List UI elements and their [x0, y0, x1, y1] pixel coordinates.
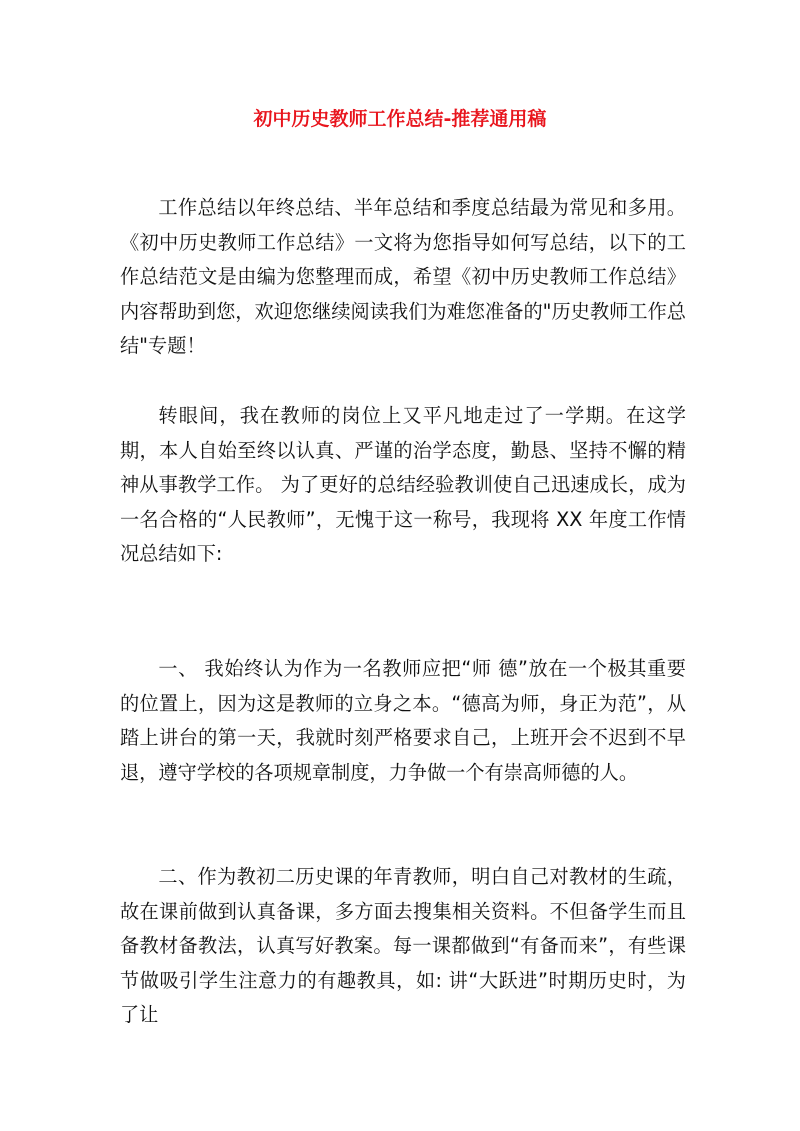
- paragraph-section-two: 二、作为教初二历史课的年青教师，明白自己对教材的生疏，故在课前做到认真备课，多方面去搜集相关资料。不但备学生而且备教材备教法，认真写好教案。每一课都做到“有备而来”，有些课节做吸引学生注意力的有趣教具，如: 讲“大跃进”时期历史时，为了让: [120, 865, 686, 1027]
- paragraph-overview: 转眼间，我在教师的岗位上又平凡地走过了一学期。在这学期，本人自始至终以认真、严谨的治学态度，勤恳、坚持不懈的精神从事教学工作。 为了更好的总结经验教训使自己迅速成长，成为一名合格的“人民教师”，无愧于这一称号，我现将 XX 年度工作情况总结如下:: [120, 404, 686, 566]
- paragraph-section-one: 一、 我始终认为作为一名教师应把“师 德”放在一个极其重要的位置上，因为这是教师的立身之本。“德高为师，身正为范”，从踏上讲台的第一天，我就时刻严格要求自己，上班开会不迟到不早退，遵守学校的各项规章制度，力争做一个有崇高师德的人。: [120, 657, 686, 784]
- document-title: 初中历史教师工作总结-推荐通用稿: [253, 108, 547, 130]
- paragraph-intro: 工作总结以年终总结、半年总结和季度总结最为常见和多用。《初中历史教师工作总结》一文将为您指导如何写总结，以下的工作总结范文是由编为您整理而成，希望《初中历史教师工作总结》内容帮助到您，欢迎您继续阅读我们为难您准备的"历史教师工作总结"专题！: [120, 196, 686, 358]
